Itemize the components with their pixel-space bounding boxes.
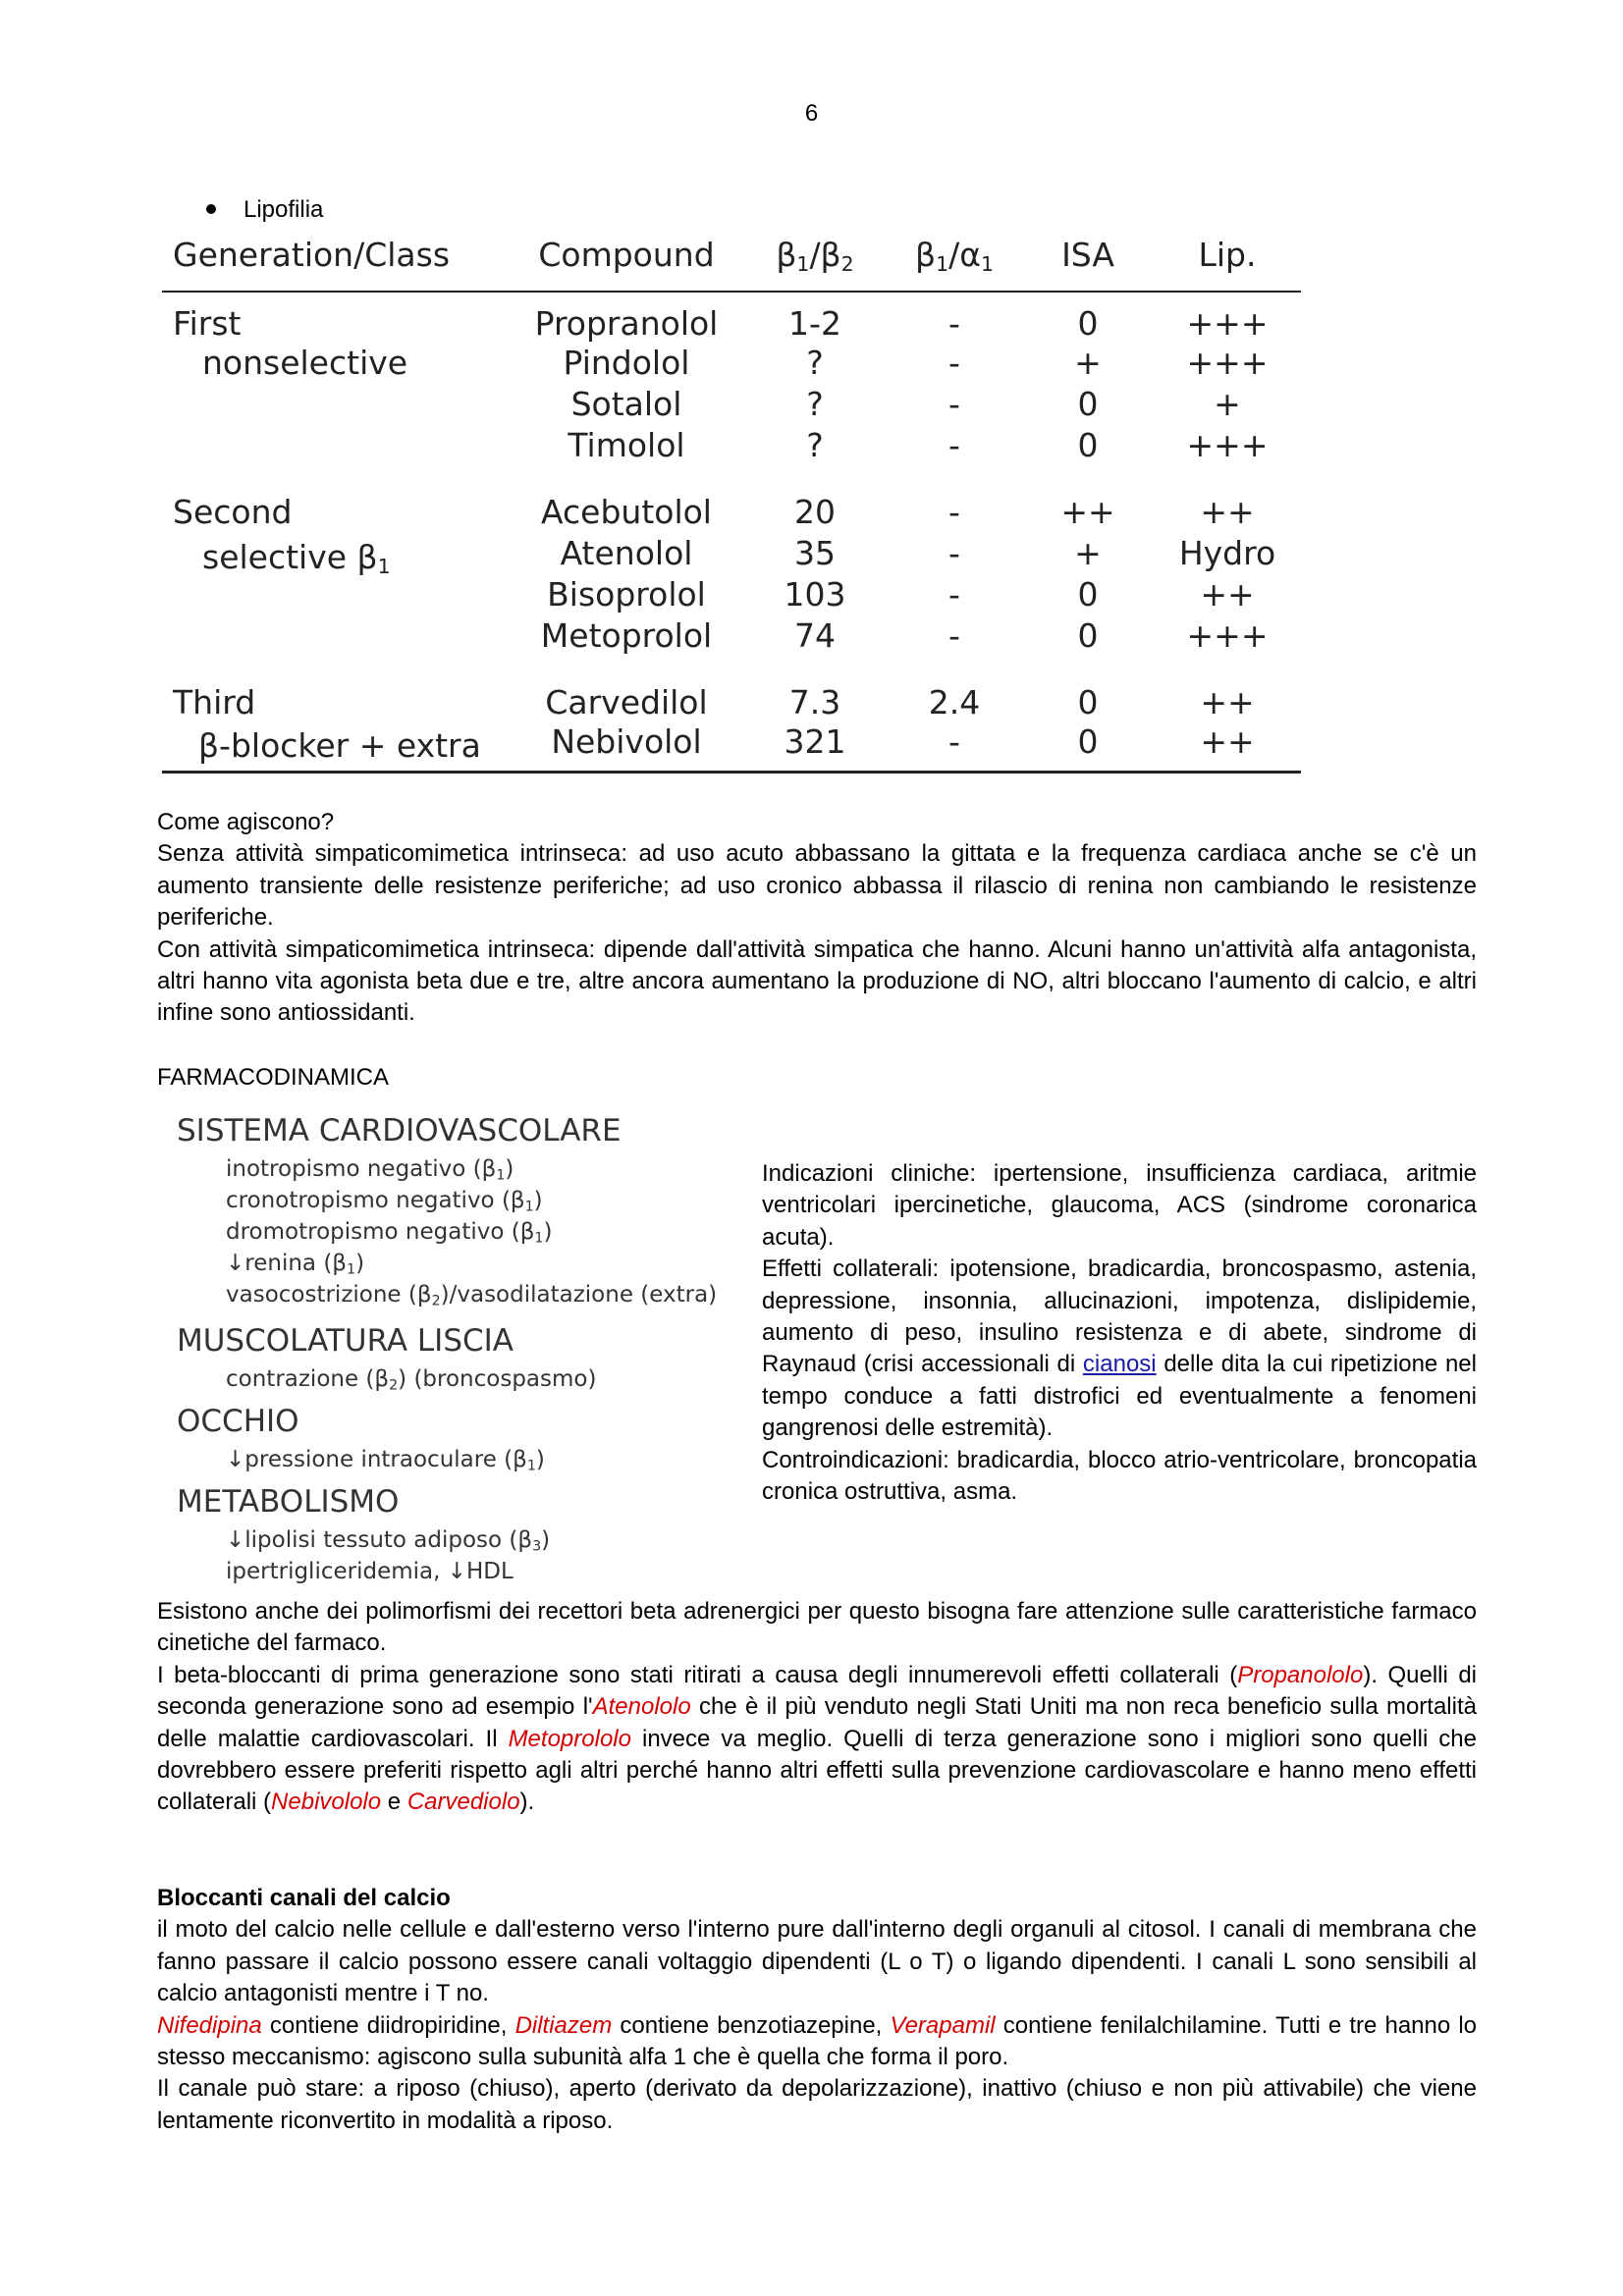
table-cell: Bisoprolol [547, 575, 706, 614]
beta-blocker-table [159, 228, 1306, 774]
table-cell: 1-2 [788, 304, 841, 343]
drug-name: Nebivololo [271, 1789, 382, 1816]
generations-paragraph: I beta-bloccanti di prima generazione sono stati ritirati a causa degli innumerevoli effetti collaterali (Propanololo). Quelli di seconda generazione sono ad esempio l'Atenololo che è il più venduto negli Stati Uniti ma non reca beneficio sulla mortalità delle malattie cardiovascolari. Il Metoprololo invece va meglio. Quelli di terza generazione sono i migliori sono quelli che dovrebbero essere preferiti rispetto agli altri perché hanno altri effetti sulla prevenzione cardiovascolare e hanno meno effetti collaterali (Nebivololo e Carvediolo). [157, 1661, 1477, 1816]
table-cell: 0 [1077, 575, 1099, 614]
drug-name: Carvediolo [406, 1789, 520, 1816]
figure-item: ↓pressione intraoculare $(\beta_1)$ [226, 1447, 545, 1474]
clinical-notes [762, 1158, 1477, 1508]
intro-paragraph: Senza attività simpaticomimetica intrinseca: ad uso acuto abbassano la gittata e la frequenza cardiaca anche se c'è un aumento transiente delle resistenze periferiche; ad uso cronico abbassa il rilascio di renina non cambiando le resistenze periferiche. [157, 840, 1477, 932]
table-cell: Carvedilol [545, 683, 708, 721]
table-cell: ? [806, 426, 824, 464]
table-cell: ++ [1060, 493, 1115, 531]
figure-item: cronotropismo negativo $(\beta_1)$ [226, 1188, 543, 1215]
poly-paragraph: Esistono anche dei polimorfismi dei recettori beta adrenergici per questo bisogna fare attenzione sulle caratteristiche farmaco cinetiche del farmaco. [157, 1598, 1477, 1657]
side-effects-text: Effetti collaterali: ipotensione, bradicardia, broncospasmo, astenia, depressione, insonnia, allucinazioni, impotenza, dislipidemie, aumento di peso, insulino resistenza e di abete, sindrome di Raynaud (crisi accessionali di cianosi delle dita la cui ripetizione nel tempo conduce a fatti distrofici ed eventualmente a fenomeni gangrenosi delle estremità). [762, 1255, 1477, 1442]
table-cell: + [1214, 385, 1241, 423]
table-cell: - [948, 722, 960, 761]
table-cell: - [948, 575, 960, 614]
drug-name: Verapamil [890, 2011, 996, 2039]
table-cell: ? [806, 385, 824, 423]
section-heading: FARMACODINAMICA [157, 1064, 390, 1091]
table-cell: 0 [1077, 616, 1099, 655]
table-cell: 20 [794, 493, 836, 531]
table-cell: 103 [784, 575, 846, 614]
contraindications-text: Controindicazioni: bradicardia, blocco atrio-ventricolare, broncopatia cronica ostruttiva, asma. [762, 1446, 1477, 1506]
table-cell: 0 [1077, 304, 1099, 343]
table-cell: + [1074, 344, 1102, 382]
pharmacodynamics-figure [177, 1107, 746, 1598]
table-cell: Pindolol [563, 344, 690, 382]
figure-item: ↓lipolisi tessuto adiposo $(\beta_3)$ [226, 1527, 551, 1555]
group-label: Third [173, 683, 256, 721]
table-cell: Atenolol [560, 534, 693, 572]
table-cell: 2.4 [928, 683, 981, 721]
drug-name: Diltiazem [514, 2011, 613, 2039]
table-cell: + [1074, 534, 1102, 572]
header-generation: Generation/Class [173, 236, 451, 274]
table-rule-top [162, 291, 1301, 293]
table-cell: ? [806, 344, 824, 382]
figure-heading: SISTEMA CARDIOVASCOLARE [177, 1113, 622, 1148]
table-cell: 321 [784, 722, 846, 761]
header-isa: ISA [1061, 236, 1114, 274]
table-cell: +++ [1186, 616, 1269, 655]
group-label: First [173, 304, 242, 343]
table-cell: 74 [794, 616, 836, 655]
table-cell: Sotalol [570, 385, 682, 423]
drug-name: Propanololo [1237, 1661, 1364, 1688]
table-cell: 7.3 [788, 683, 841, 721]
drug-name: Nifedipina [157, 2011, 262, 2039]
table-cell: Acebutolol [541, 493, 712, 531]
figure-item: ↓renina $(\beta_1)$ [226, 1251, 365, 1278]
table-cell: 35 [794, 534, 836, 572]
figure-heading: MUSCOLATURA LISCIA [177, 1323, 514, 1359]
header-compound: Compound [538, 236, 715, 274]
indications-text: Indicazioni cliniche: ipertensione, insufficienza cardiaca, aritmie ventricolari ipercinetiche, glaucoma, ACS (sindrome coronarica acuta). [762, 1160, 1477, 1251]
drug-name: Metoprololo [508, 1725, 631, 1752]
calcium-drugs-paragraph: Nifedipina contiene diidropiridine, Diltiazem contiene benzotiazepine, Verapamil contiene fenilalchilamine. Tutti e tre hanno lo stesso meccanismo: agiscono sulla subunità alfa 1 che è quella che forma il poro. [157, 2011, 1477, 2071]
header-b1b2: $\beta_1/\beta_2$ [776, 236, 854, 277]
figure-item: dromotropismo negativo $(\beta_1)$ [226, 1219, 553, 1247]
table-cell: - [948, 385, 960, 423]
header-b1a1: $\beta_1/\alpha_1$ [915, 236, 994, 277]
figure-item: ipertrigliceridemia, ↓HDL [226, 1559, 514, 1584]
group-label: Second [173, 493, 293, 531]
figure-heading: METABOLISMO [177, 1484, 400, 1520]
table-cell: Propranolol [534, 304, 719, 343]
table-cell: - [948, 426, 960, 464]
group-sublabel: selective $\beta_1$ [202, 538, 391, 579]
table-cell: Timolol [568, 426, 685, 464]
drug-name: Atenololo [592, 1693, 691, 1721]
cianosi-link[interactable]: cianosi [1082, 1351, 1157, 1378]
table-cell: - [948, 304, 960, 343]
table-cell: ++ [1200, 722, 1255, 761]
calcium-heading: Bloccanti canali del calcio [157, 1885, 451, 1911]
table-cell: - [948, 344, 960, 382]
bullet-item [206, 196, 323, 224]
table-cell: Hydro [1178, 534, 1276, 572]
table-cell: Nebivolol [551, 722, 702, 761]
table-cell: ++ [1200, 493, 1255, 531]
figure-heading: OCCHIO [177, 1404, 299, 1439]
calcium-paragraph: il moto del calcio nelle cellule e dall'esterno verso l'interno pure dall'interno degli organuli al citosol. I canali di membrana che fanno passare il calcio possono essere canali voltaggio dipendenti (L o T) o ligando dipendenti. I canali L sono sensibili al calcio antagonisti mentre i T no. [157, 1916, 1477, 2007]
figure-item: contrazione $(\beta_2)$ (broncospasmo) [226, 1366, 597, 1394]
table-cell: +++ [1186, 426, 1269, 464]
figure-item: inotropismo negativo $(\beta_1)$ [226, 1156, 514, 1184]
group-sublabel: nonselective [202, 344, 408, 382]
page-number: 6 [804, 100, 819, 127]
intro-paragraph: Con attività simpaticomimetica intrinseca: dipende dall'attività simpatica che hanno. Alcuni hanno un'attività alfa antagonista, altri hanno vita agonista beta due e tre, altre ancora aumentano la produzione di NO, altri bloccano l'aumento di calcio, e altri infine sono antiossidanti. [157, 935, 1477, 1027]
table-cell: - [948, 534, 960, 572]
calcium-section [157, 1883, 1477, 2137]
bullet-dot-icon [206, 204, 216, 214]
figure-item: vasocostrizione $(\beta_2)$/vasodilatazione (extra) [226, 1282, 718, 1309]
table-cell: ++ [1200, 575, 1255, 614]
table-cell: Metoprolol [540, 616, 713, 655]
table-cell: +++ [1186, 304, 1269, 343]
table-cell: 0 [1077, 683, 1099, 721]
bullet-text: Lipofilia [243, 196, 324, 223]
table-cell: ++ [1200, 683, 1255, 721]
intro-question: Come agiscono? [157, 809, 335, 835]
table-cell: - [948, 493, 960, 531]
calcium-states-paragraph: Il canale può stare: a riposo (chiuso), aperto (derivato da depolarizzazione), inattivo (chiuso e non più attivabile) che viene lentamente riconvertito in modalità a riposo. [157, 2075, 1477, 2134]
intro-section [157, 807, 1477, 1030]
table-rule-bottom [162, 771, 1301, 774]
table-cell: 0 [1077, 385, 1099, 423]
table-cell: - [948, 616, 960, 655]
header-lip: Lip. [1198, 236, 1257, 274]
table-cell: 0 [1077, 722, 1099, 761]
group-sublabel: β-blocker + extra [198, 726, 481, 765]
polymorphism-section [157, 1596, 1477, 1819]
table-cell: 0 [1077, 426, 1099, 464]
table-cell: +++ [1186, 344, 1269, 382]
